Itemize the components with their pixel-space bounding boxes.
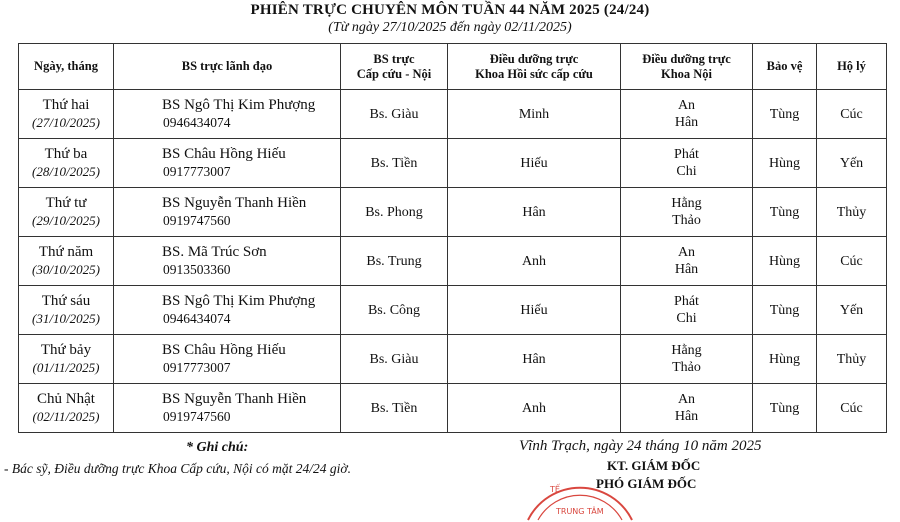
leader-name: BS Nguyễn Thanh Hiền [162, 391, 307, 407]
internal-nurse-2: Thảo [672, 213, 701, 228]
leader-cell [114, 335, 341, 384]
table-row [19, 286, 887, 335]
table-header-row [19, 44, 887, 90]
day-name: Thứ sáu [41, 293, 91, 309]
day-name: Thứ bảy [40, 342, 92, 358]
stamp-text-1: TẾ [550, 485, 560, 494]
leader-cell [114, 90, 341, 139]
day-date: (30/10/2025) [32, 262, 100, 277]
guard-cell: Tùng [753, 384, 817, 433]
signature-title-1: KT. GIÁM ĐỐC [607, 458, 701, 473]
orderly-cell: Thủy [817, 188, 887, 237]
leader-cell [114, 286, 341, 335]
table-row [19, 237, 887, 286]
header-icu-line1: Điều dưỡng trực [489, 51, 579, 66]
signature-title-2: PHÓ GIÁM ĐỐC [596, 476, 697, 491]
header-icu [448, 44, 621, 90]
table-row [19, 188, 887, 237]
page-title: PHIÊN TRỰC CHUYÊN MÔN TUẦN 44 NĂM 2025 (24/24) [250, 2, 650, 18]
internal-nurse-1: Phát [674, 294, 699, 309]
orderly-cell: Yến [817, 139, 887, 188]
internal-nurse-2: Thảo [672, 360, 701, 375]
notes-line: - Bác sỹ, Điều dưỡng trực Khoa Cấp cứu, Nội có mặt 24/24 giờ. [4, 461, 351, 476]
table-row [19, 90, 887, 139]
leader-phone: 0917773007 [163, 360, 231, 375]
day-date: (31/10/2025) [32, 311, 100, 326]
internal-nurse-cell [621, 139, 753, 188]
header-er-line2: Cấp cứu - Nội [356, 66, 432, 81]
internal-nurse-2: Hân [674, 409, 699, 424]
internal-nurse-cell [621, 237, 753, 286]
internal-nurse-cell [621, 384, 753, 433]
duty-schedule-table [18, 43, 887, 433]
leader-phone: 0917773007 [163, 164, 231, 179]
guard-cell: Tùng [753, 286, 817, 335]
leader-name: BS Châu Hồng Hiếu [162, 342, 286, 358]
header-orderly: Hộ lý [817, 44, 887, 90]
day-cell [19, 188, 114, 237]
day-date: (01/11/2025) [32, 360, 100, 375]
header-internal-line1: Điều dưỡng trực [642, 51, 731, 66]
icu-nurse-cell: Anh [448, 384, 621, 433]
table-row [19, 335, 887, 384]
internal-nurse-cell [621, 286, 753, 335]
stamp-text-2: TRUNG TÂM [556, 507, 604, 516]
header-icu-line2: Khoa Hồi sức cấp cứu [475, 66, 593, 81]
header-internal-line2: Khoa Nội [660, 66, 713, 81]
internal-nurse-2: Hân [674, 262, 699, 277]
header-internal [621, 44, 753, 90]
day-cell [19, 139, 114, 188]
day-cell [19, 335, 114, 384]
internal-nurse-cell [621, 188, 753, 237]
day-name: Chủ Nhật [37, 391, 95, 407]
er-doctor-cell: Bs. Trung [341, 237, 448, 286]
orderly-cell: Cúc [817, 90, 887, 139]
notes-heading: * Ghi chú: [186, 440, 249, 455]
table-row [19, 384, 887, 433]
leader-phone: 0919747560 [163, 409, 231, 424]
leader-name: BS Ngô Thị Kim Phượng [162, 293, 316, 309]
internal-nurse-2: Chi [676, 164, 697, 179]
header-guard: Bảo vệ [753, 44, 817, 90]
icu-nurse-cell: Hiếu [448, 139, 621, 188]
header-er [341, 44, 448, 90]
guard-cell: Tùng [753, 188, 817, 237]
day-date: (02/11/2025) [32, 409, 100, 424]
er-doctor-cell: Bs. Tiền [341, 384, 448, 433]
orderly-cell: Cúc [817, 384, 887, 433]
er-doctor-cell: Bs. Giàu [341, 335, 448, 384]
internal-nurse-1: Hằng [671, 196, 702, 211]
internal-nurse-2: Chi [676, 311, 697, 326]
leader-phone: 0946434074 [163, 115, 231, 130]
table-body [19, 90, 887, 433]
leader-name: BS Ngô Thị Kim Phượng [162, 97, 316, 113]
header-er-line1: BS trực [373, 51, 415, 66]
guard-cell: Hùng [753, 335, 817, 384]
er-doctor-cell: Bs. Phong [341, 188, 448, 237]
internal-nurse-cell [621, 90, 753, 139]
internal-nurse-1: An [677, 245, 696, 260]
leader-cell [114, 237, 341, 286]
orderly-cell: Yến [817, 286, 887, 335]
day-name: Thứ ba [44, 146, 88, 162]
day-date: (27/10/2025) [32, 115, 100, 130]
guard-cell: Hùng [753, 139, 817, 188]
day-date: (29/10/2025) [32, 213, 100, 228]
leader-cell [114, 139, 341, 188]
orderly-cell: Cúc [817, 237, 887, 286]
internal-nurse-1: Hằng [671, 343, 702, 358]
leader-phone: 0919747560 [163, 213, 231, 228]
er-doctor-cell: Bs. Giàu [341, 90, 448, 139]
table-row [19, 139, 887, 188]
day-cell [19, 286, 114, 335]
day-cell [19, 90, 114, 139]
orderly-cell: Thủy [817, 335, 887, 384]
internal-nurse-1: Phát [674, 147, 699, 162]
internal-nurse-1: An [677, 98, 696, 113]
day-cell [19, 384, 114, 433]
day-name: Thứ tư [45, 195, 87, 211]
internal-nurse-cell [621, 335, 753, 384]
er-doctor-cell: Bs. Tiền [341, 139, 448, 188]
signature-place-date: Vĩnh Trạch, ngày 24 tháng 10 năm 2025 [519, 438, 762, 454]
day-name: Thứ hai [42, 97, 90, 113]
leader-name: BS Châu Hồng Hiếu [162, 146, 286, 162]
icu-nurse-cell: Hân [448, 188, 621, 237]
header-leader: BS trực lãnh đạo [114, 44, 341, 90]
guard-cell: Hùng [753, 237, 817, 286]
header-day: Ngày, tháng [19, 44, 114, 90]
icu-nurse-cell: Minh [448, 90, 621, 139]
er-doctor-cell: Bs. Công [341, 286, 448, 335]
leader-name: BS. Mã Trúc Sơn [162, 244, 267, 260]
day-cell [19, 237, 114, 286]
leader-phone: 0946434074 [163, 311, 231, 326]
guard-cell: Tùng [753, 90, 817, 139]
icu-nurse-cell: Hân [448, 335, 621, 384]
internal-nurse-2: Hân [674, 115, 699, 130]
day-name: Thứ năm [38, 244, 94, 260]
leader-cell [114, 384, 341, 433]
icu-nurse-cell: Hiếu [448, 286, 621, 335]
date-range-subtitle: (Từ ngày 27/10/2025 đến ngày 02/11/2025) [328, 20, 572, 35]
leader-cell [114, 188, 341, 237]
leader-phone: 0913503360 [163, 262, 231, 277]
internal-nurse-1: An [677, 392, 696, 407]
day-date: (28/10/2025) [32, 164, 100, 179]
leader-name: BS Nguyễn Thanh Hiền [162, 195, 307, 211]
icu-nurse-cell: Anh [448, 237, 621, 286]
